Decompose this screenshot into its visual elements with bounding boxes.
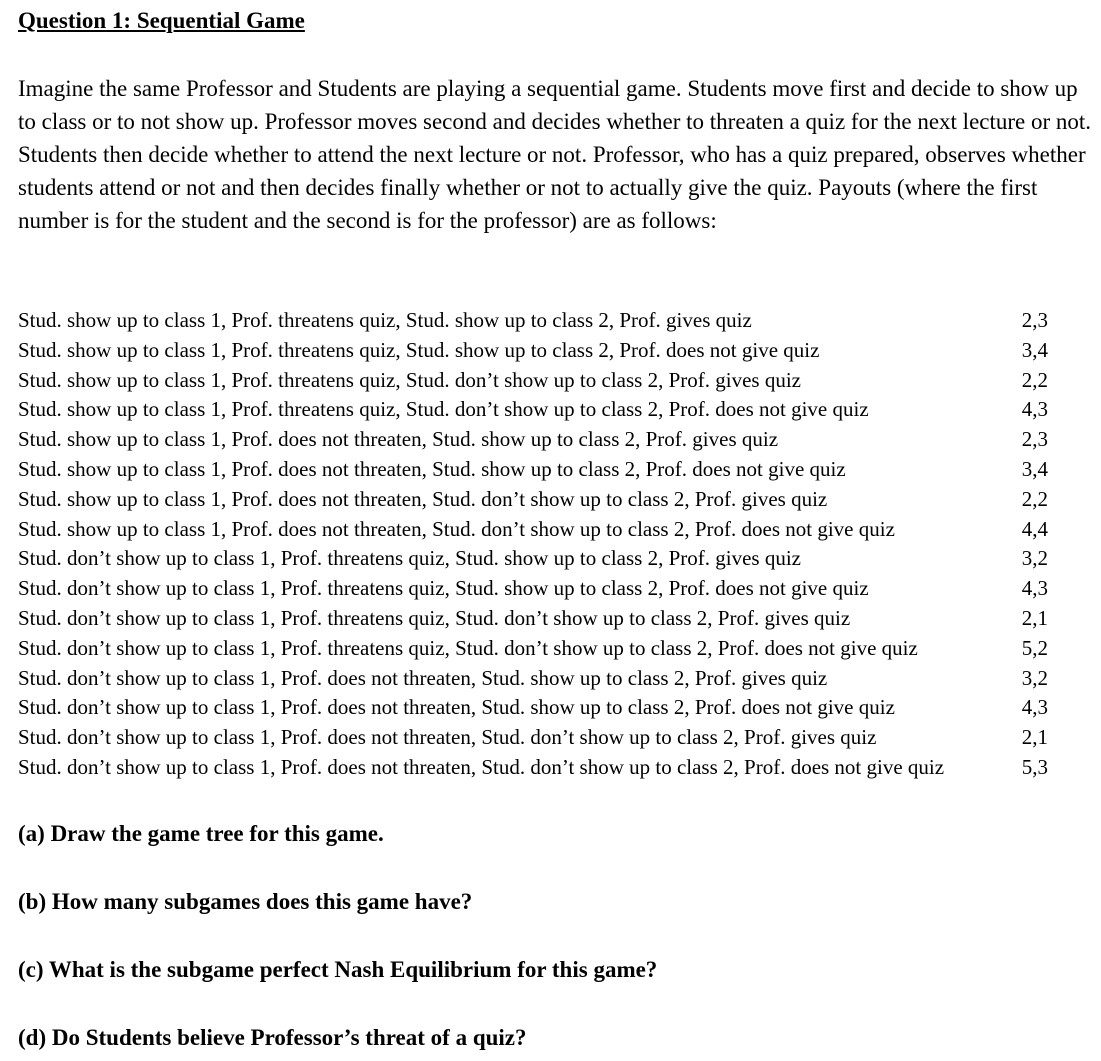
- payoff-row: [18, 485, 1048, 515]
- outcome-description: Stud. show up to class 1, Prof. threatens quiz, Stud. don’t show up to class 2, Prof. does not give quiz: [18, 397, 869, 422]
- outcome-description: Stud. show up to class 1, Prof. threatens quiz, Stud. show up to class 2, Prof. does not give quiz: [18, 337, 820, 362]
- payoff-row: [18, 753, 1048, 783]
- payoff-row: [18, 366, 1048, 396]
- outcome-description: Stud. show up to class 1, Prof. does not threaten, Stud. don’t show up to class 2, Prof. does not give quiz: [18, 516, 895, 541]
- payoff-row: [18, 574, 1048, 604]
- outcome-description: Stud. show up to class 1, Prof. does not threaten, Stud. show up to class 2, Prof. gives quiz: [18, 427, 779, 452]
- payoff-value: 2,1: [1021, 605, 1048, 630]
- page-title: Question 1: Sequential Game: [18, 8, 305, 33]
- outcome-description: Stud. don’t show up to class 1, Prof. threatens quiz, Stud. don’t show up to class 2, Prof. does not give quiz: [18, 635, 918, 660]
- payoff-value: 2,2: [1021, 367, 1048, 392]
- payoff-value: 4,3: [1021, 695, 1048, 720]
- outcome-description: Stud. don’t show up to class 1, Prof. threatens quiz, Stud. show up to class 2, Prof. gives quiz: [18, 546, 801, 571]
- payoff-row: [18, 455, 1048, 485]
- outcome-description: Stud. show up to class 1, Prof. does not threaten, Stud. show up to class 2, Prof. does not give quiz: [18, 456, 846, 481]
- payoff-value: 4,3: [1021, 576, 1048, 601]
- payoff-value: 2,3: [1021, 308, 1048, 332]
- payoff-row: [18, 425, 1048, 455]
- question-d: (d) Do Students believe Professor’s threat of a quiz?: [18, 1025, 527, 1050]
- payoff-value: 2,3: [1021, 427, 1048, 452]
- outcome-description: Stud. show up to class 1, Prof. threatens quiz, Stud. show up to class 2, Prof. gives quiz: [18, 308, 752, 332]
- payoff-value: 3,4: [1021, 337, 1048, 362]
- payoff-row: [18, 544, 1048, 574]
- outcome-description: Stud. don’t show up to class 1, Prof. does not threaten, Stud. don’t show up to class 2, Prof. gives quiz: [18, 725, 877, 750]
- payoff-row: [18, 693, 1048, 723]
- payoff-row: [18, 515, 1048, 545]
- outcome-description: Stud. don’t show up to class 1, Prof. does not threaten, Stud. don’t show up to class 2, Prof. does not give quiz: [18, 754, 945, 779]
- payoff-row: [18, 634, 1048, 664]
- outcome-description: Stud. show up to class 1, Prof. threatens quiz, Stud. don’t show up to class 2, Prof. gives quiz: [18, 367, 801, 392]
- payoff-value: 5,2: [1021, 635, 1048, 660]
- outcome-description: Stud. show up to class 1, Prof. does not threaten, Stud. don’t show up to class 2, Prof. gives quiz: [18, 486, 828, 511]
- payoff-row: [18, 306, 1048, 336]
- outcome-description: Stud. don’t show up to class 1, Prof. threatens quiz, Stud. don’t show up to class 2, Prof. gives quiz: [18, 605, 851, 630]
- outcome-description: Stud. don’t show up to class 1, Prof. does not threaten, Stud. show up to class 2, Prof. does not give quiz: [18, 695, 895, 720]
- outcome-description: Stud. don’t show up to class 1, Prof. does not threaten, Stud. show up to class 2, Prof. gives quiz: [18, 665, 828, 690]
- payoff-list: [18, 306, 1048, 783]
- payoff-row: [18, 664, 1048, 694]
- payoff-value: 4,4: [1021, 516, 1048, 541]
- outcome-description: Stud. don’t show up to class 1, Prof. threatens quiz, Stud. show up to class 2, Prof. does not give quiz: [18, 576, 869, 601]
- payoff-row: [18, 604, 1048, 634]
- payoff-value: 4,3: [1021, 397, 1048, 422]
- payoff-row: [18, 723, 1048, 753]
- payoff-value: 5,3: [1021, 754, 1048, 779]
- payoff-value: 3,2: [1021, 665, 1048, 690]
- question-a: (a) Draw the game tree for this game.: [18, 821, 384, 846]
- intro-paragraph: Imagine the same Professor and Students are playing a sequential game. Students move first and decide to show up to class or to not show up. Professor moves second and decides whether to threaten a quiz for the next lecture or not. Students then decide whether to attend the next lecture or not. Professor, who has a quiz prepared, observes whether students attend or not and then decides finally whether or not to actually give the quiz. Payouts (where the first number is for the student and the second is for the professor) are as follows:: [18, 76, 1092, 233]
- payoff-row: [18, 336, 1048, 366]
- payoff-value: 2,2: [1021, 486, 1048, 511]
- payoff-value: 2,1: [1021, 725, 1048, 750]
- question-c: (c) What is the subgame perfect Nash Equilibrium for this game?: [18, 957, 658, 982]
- payoff-value: 3,2: [1021, 546, 1048, 571]
- payoff-value: 3,4: [1021, 456, 1048, 481]
- question-b: (b) How many subgames does this game have?: [18, 889, 473, 914]
- payoff-row: [18, 395, 1048, 425]
